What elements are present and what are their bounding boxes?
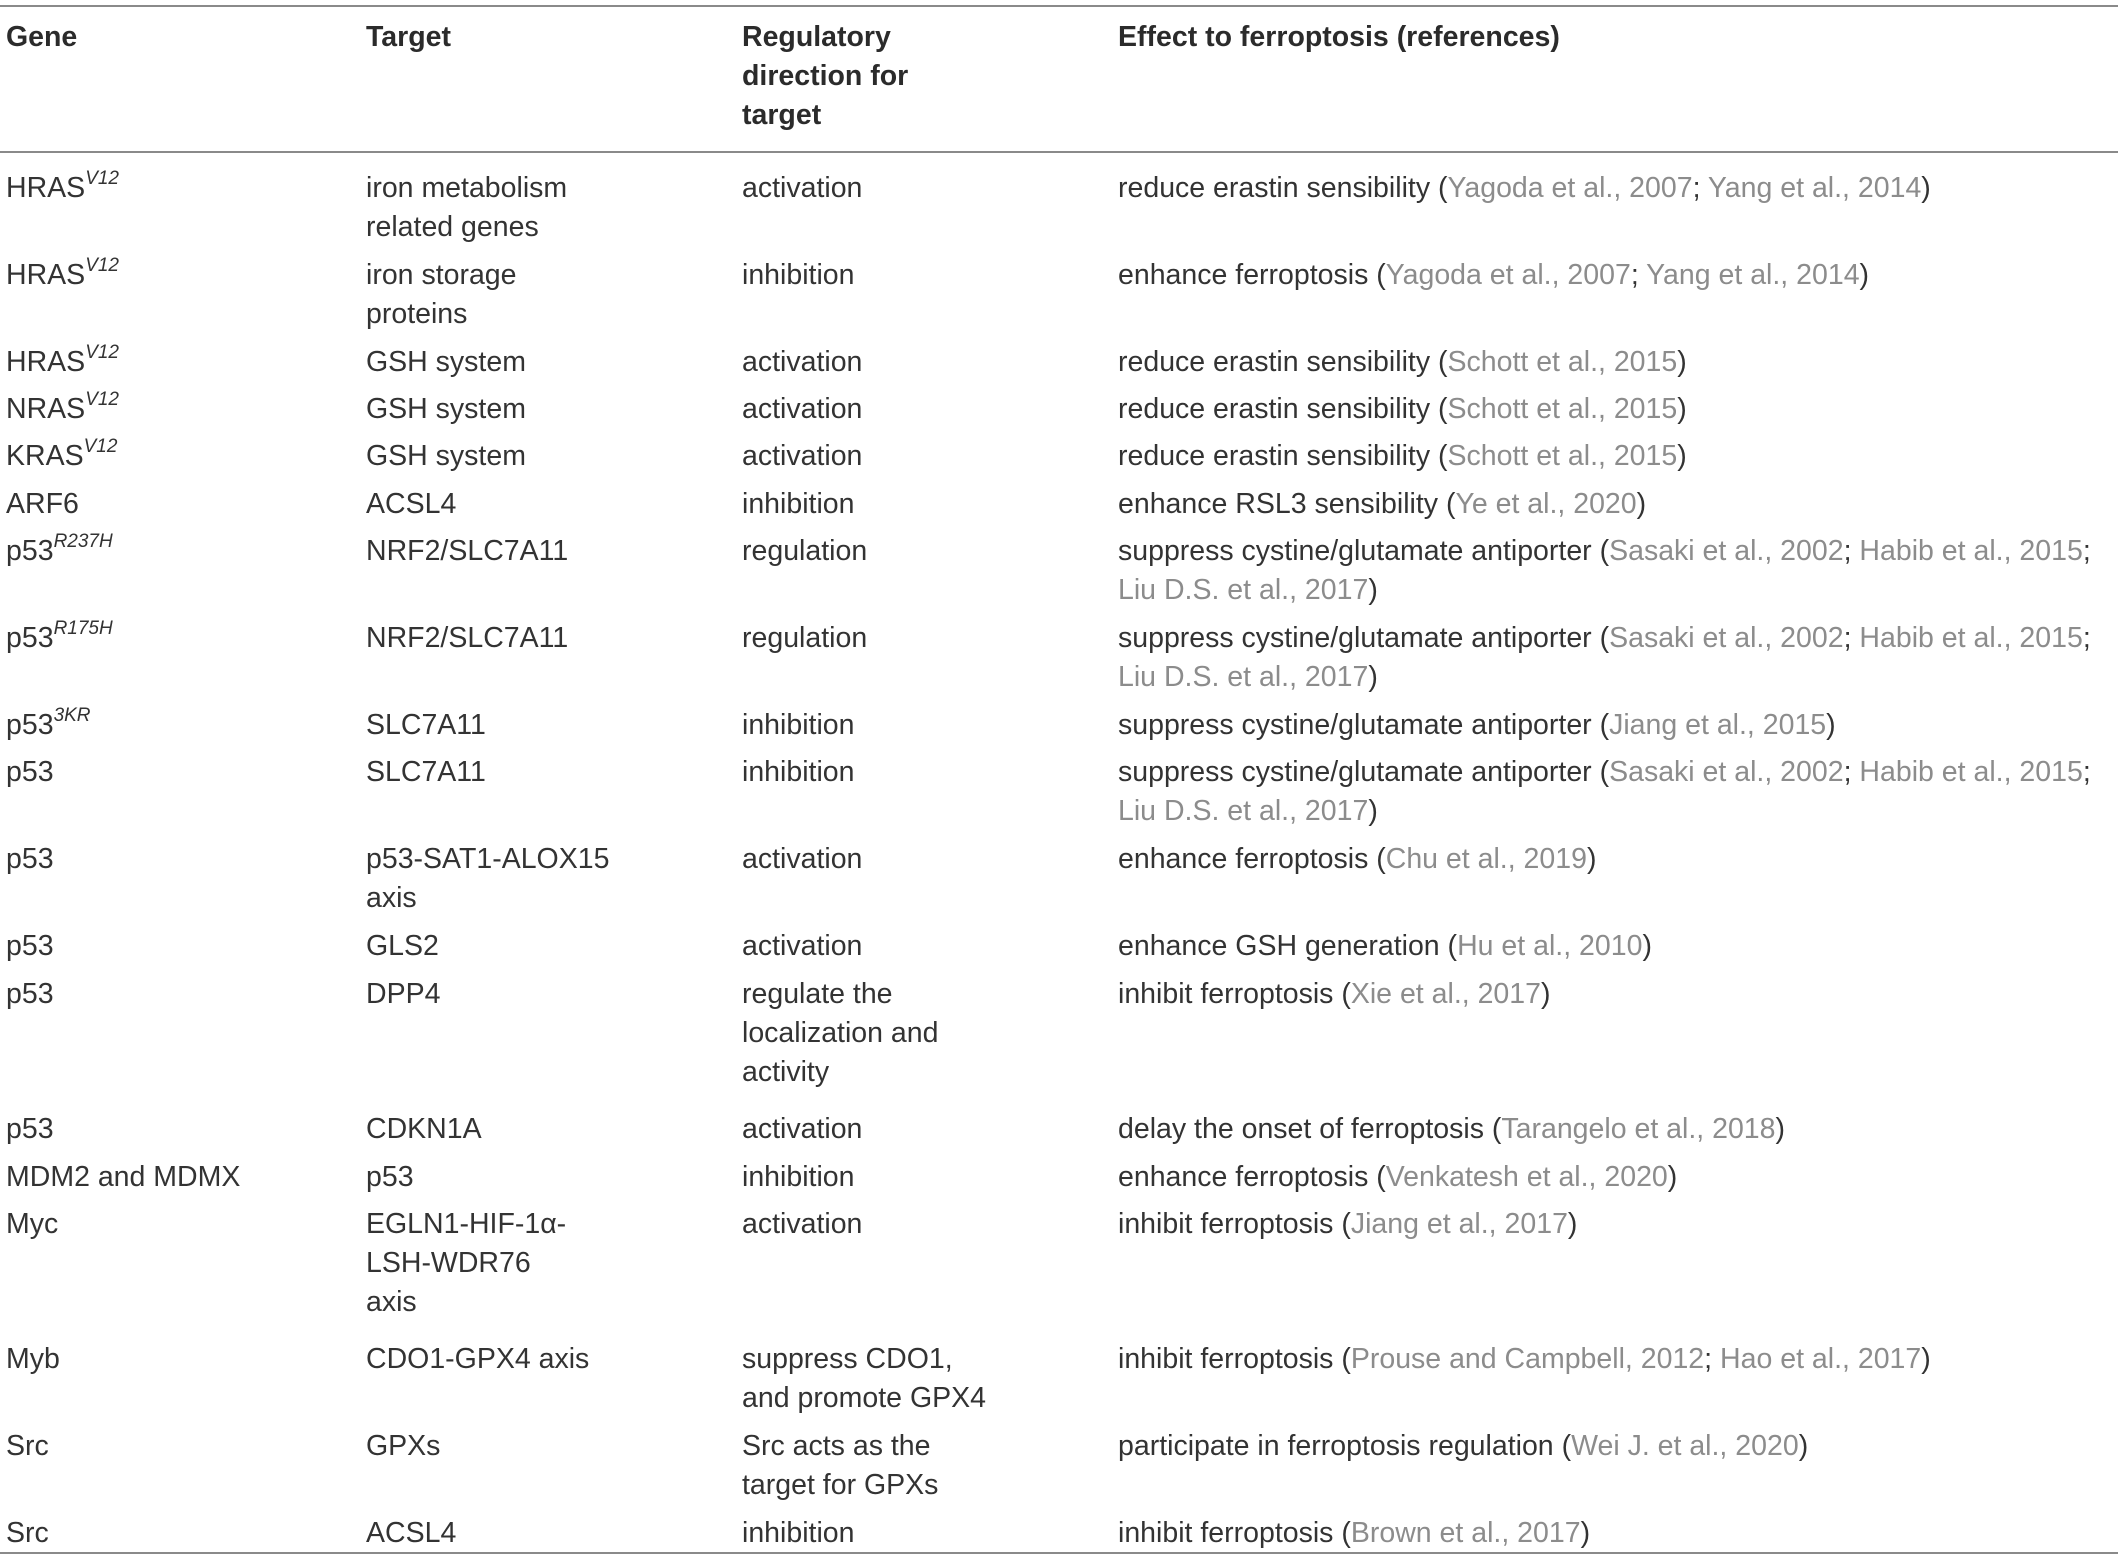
target-line: SLC7A11	[366, 709, 486, 741]
direction-line: target for GPXs	[742, 1469, 939, 1501]
cell-gene	[6, 753, 54, 792]
cell-effect	[1118, 390, 1687, 429]
effect-text: inhibit ferroptosis (	[1118, 1343, 1351, 1375]
gene-name: Myc	[6, 1208, 59, 1240]
reference-citation: Hao et al., 2017	[1720, 1343, 1922, 1375]
effect-text: )	[1580, 1517, 1591, 1549]
cell-gene	[6, 1427, 49, 1466]
effect-line	[1118, 437, 1687, 476]
target-line: GSH system	[366, 393, 526, 425]
gene-name: p53	[6, 1113, 54, 1145]
effect-line	[1118, 1205, 1577, 1244]
effect-text: delay the onset of ferroptosis (	[1118, 1113, 1502, 1145]
reference-citation: Tarangelo et al., 2018	[1501, 1113, 1776, 1145]
cell-direction	[742, 840, 862, 879]
cell-effect	[1118, 1514, 1590, 1553]
direction-line: suppress CDO1,	[742, 1343, 953, 1375]
effect-text: suppress cystine/glutamate antiporter (	[1118, 709, 1610, 741]
gene-name: HRAS	[6, 346, 86, 378]
reference-citation: Sasaki et al., 2002	[1609, 622, 1844, 654]
cell-target	[366, 437, 526, 476]
reference-citation: Liu D.S. et al., 2017	[1118, 795, 1369, 827]
target-line: GSH system	[366, 346, 526, 378]
cell-effect	[1118, 1340, 1931, 1379]
reference-citation: Venkatesh et al., 2020	[1385, 1161, 1668, 1193]
target-line: p53-SAT1-ALOX15	[366, 843, 610, 875]
effect-text: inhibit ferroptosis (	[1118, 978, 1351, 1010]
effect-text: suppress cystine/glutamate antiporter (	[1118, 535, 1610, 567]
cell-direction	[742, 753, 855, 792]
effect-text: )	[1677, 440, 1687, 472]
target-line: NRF2/SLC7A11	[366, 622, 569, 654]
cell-direction	[742, 1340, 986, 1418]
gene-name: HRAS	[6, 172, 86, 204]
cell-target	[366, 927, 439, 966]
effect-line	[1118, 1514, 1590, 1553]
target-line: axis	[366, 882, 417, 914]
cell-direction	[742, 619, 867, 658]
effect-text: reduce erastin sensibility (	[1118, 346, 1448, 378]
effect-text: ;	[2082, 756, 2091, 788]
header-direction-line: Regulatory	[742, 21, 891, 53]
cell-gene	[6, 343, 119, 382]
cell-direction	[742, 1158, 855, 1197]
reference-citation: Yang et al., 2014	[1707, 172, 1922, 204]
target-line: ACSL4	[366, 488, 457, 520]
reference-citation: Ye et al., 2020	[1455, 488, 1637, 520]
effect-text: ;	[1704, 1343, 1721, 1375]
gene-variant-superscript: R237H	[53, 531, 113, 552]
effect-line	[1118, 1110, 1785, 1149]
cell-direction	[742, 975, 938, 1092]
effect-line	[1118, 753, 2091, 792]
effect-text: ;	[1692, 172, 1708, 204]
header-direction-line: target	[742, 99, 822, 131]
direction-line: activation	[742, 1208, 863, 1240]
effect-line	[1118, 169, 1931, 208]
cell-direction	[742, 1427, 938, 1505]
direction-line: and promote GPX4	[742, 1382, 986, 1414]
cell-gene	[6, 706, 91, 745]
effect-text: ;	[1843, 535, 1860, 567]
cell-direction	[742, 927, 862, 966]
effect-text: )	[1775, 1113, 1785, 1145]
target-line: EGLN1-HIF-1α-	[366, 1208, 567, 1240]
cell-effect	[1118, 343, 1687, 382]
effect-line	[1118, 975, 1550, 1014]
effect-text: enhance GSH generation (	[1118, 930, 1458, 962]
cell-gene	[6, 169, 119, 208]
reference-citation: Sasaki et al., 2002	[1609, 535, 1844, 567]
effect-text: reduce erastin sensibility (	[1118, 172, 1448, 204]
direction-line: inhibition	[742, 1161, 855, 1193]
cell-gene	[6, 256, 119, 295]
cell-effect	[1118, 840, 1596, 879]
gene-name: KRAS	[6, 440, 84, 472]
gene-name: ARF6	[6, 488, 79, 520]
cell-gene	[6, 975, 54, 1014]
effect-line	[1118, 1158, 1677, 1197]
effect-text: )	[1921, 172, 1931, 204]
cell-effect	[1118, 485, 1646, 524]
gene-variant-superscript: R175H	[53, 618, 113, 639]
effect-line	[1118, 658, 2091, 697]
cell-direction	[742, 343, 862, 382]
cell-gene	[6, 1110, 54, 1149]
effect-line	[1118, 706, 1836, 745]
effect-line	[1118, 256, 1869, 295]
direction-line: activation	[742, 930, 863, 962]
direction-line: activation	[742, 393, 863, 425]
effect-text: reduce erastin sensibility (	[1118, 393, 1448, 425]
gene-variant-superscript: 3KR	[53, 705, 91, 726]
effect-text: )	[1368, 574, 1378, 606]
effect-line	[1118, 619, 2091, 658]
cell-effect	[1118, 1110, 1785, 1149]
cell-target	[366, 706, 486, 745]
effect-text: enhance ferroptosis (	[1118, 259, 1386, 291]
gene-variant-superscript: V12	[85, 255, 119, 276]
cell-direction	[742, 706, 855, 745]
gene-variant-superscript: V12	[85, 168, 119, 189]
effect-text: )	[1826, 709, 1836, 741]
reference-citation: Habib et al., 2015	[1859, 622, 2083, 654]
direction-line: inhibition	[742, 488, 855, 520]
gene-name: MDM2 and MDMX	[6, 1161, 241, 1193]
direction-line: regulation	[742, 622, 868, 654]
cell-direction	[742, 390, 862, 429]
cell-effect	[1118, 169, 1931, 208]
direction-line: activation	[742, 1113, 863, 1145]
effect-line	[1118, 485, 1646, 524]
cell-target	[366, 1427, 440, 1466]
gene-variant-superscript: V12	[85, 389, 119, 410]
reference-citation: Habib et al., 2015	[1859, 756, 2083, 788]
reference-citation: Schott et al., 2015	[1447, 393, 1678, 425]
gene-name: p53	[6, 535, 54, 567]
cell-target	[366, 256, 517, 334]
reference-citation: Liu D.S. et al., 2017	[1118, 661, 1369, 693]
cell-gene	[6, 1205, 58, 1244]
gene-name: Src	[6, 1517, 49, 1549]
cell-target	[366, 975, 440, 1014]
target-line: CDKN1A	[366, 1113, 482, 1145]
target-line: related genes	[366, 211, 539, 243]
direction-line: inhibition	[742, 756, 855, 788]
effect-text: suppress cystine/glutamate antiporter (	[1118, 622, 1610, 654]
reference-citation: Schott et al., 2015	[1447, 440, 1678, 472]
reference-citation: Schott et al., 2015	[1447, 346, 1678, 378]
cell-direction	[742, 1110, 862, 1149]
header-direction-line: direction for	[742, 60, 909, 92]
direction-line: inhibition	[742, 259, 855, 291]
cell-effect	[1118, 753, 2091, 831]
gene-name: p53	[6, 843, 54, 875]
target-line: iron metabolism	[366, 172, 568, 204]
gene-name: p53	[6, 978, 54, 1010]
reference-citation: Jiang et al., 2015	[1609, 709, 1827, 741]
cell-direction	[742, 169, 862, 208]
cell-target	[366, 1514, 456, 1553]
effect-text: participate in ferroptosis regulation (	[1118, 1430, 1572, 1462]
cell-target	[366, 485, 456, 524]
effect-text: )	[1636, 488, 1647, 520]
direction-line: activation	[742, 440, 863, 472]
cell-direction	[742, 1205, 862, 1244]
effect-text: )	[1586, 843, 1597, 875]
effect-line	[1118, 792, 2091, 831]
effect-text: suppress cystine/glutamate antiporter (	[1118, 756, 1610, 788]
cell-target	[366, 1340, 589, 1379]
header-direction	[742, 18, 908, 135]
effect-text: )	[1677, 346, 1687, 378]
target-line: GPXs	[366, 1430, 441, 1462]
direction-line: activation	[742, 346, 863, 378]
reference-citation: Jiang et al., 2017	[1350, 1208, 1568, 1240]
cell-gene	[6, 485, 79, 524]
reference-citation: Chu et al., 2019	[1385, 843, 1587, 875]
gene-name: HRAS	[6, 259, 86, 291]
reference-citation: Yagoda et al., 2007	[1385, 259, 1631, 291]
direction-line: inhibition	[742, 1517, 855, 1549]
reference-citation: Yagoda et al., 2007	[1447, 172, 1693, 204]
effect-text: ;	[1843, 756, 1860, 788]
direction-line: localization and	[742, 1017, 939, 1049]
effect-text: ;	[1843, 622, 1860, 654]
gene-name: Myb	[6, 1343, 60, 1375]
cell-effect	[1118, 437, 1687, 476]
cell-effect	[1118, 975, 1550, 1014]
cell-direction	[742, 1514, 855, 1553]
effect-text: ;	[2082, 622, 2091, 654]
direction-line: activation	[742, 172, 863, 204]
cell-target	[366, 390, 526, 429]
cell-effect	[1118, 619, 2091, 697]
target-line: CDO1-GPX4 axis	[366, 1343, 590, 1375]
target-line: p53	[366, 1161, 414, 1193]
cell-effect	[1118, 1205, 1577, 1244]
target-line: SLC7A11	[366, 756, 486, 788]
cell-direction	[742, 485, 855, 524]
cell-direction	[742, 532, 867, 571]
table-top-rule	[0, 5, 2118, 7]
gene-variant-superscript: V12	[85, 342, 119, 363]
effect-text: enhance RSL3 sensibility (	[1118, 488, 1456, 520]
gene-name: p53	[6, 930, 54, 962]
reference-citation: Hu et al., 2010	[1457, 930, 1643, 962]
effect-text: inhibit ferroptosis (	[1118, 1517, 1351, 1549]
cell-gene	[6, 927, 54, 966]
effect-line	[1118, 1340, 1931, 1379]
direction-line: activity	[742, 1056, 830, 1088]
reference-citation: Sasaki et al., 2002	[1609, 756, 1844, 788]
effect-text: )	[1567, 1208, 1578, 1240]
reference-citation: Habib et al., 2015	[1859, 535, 2083, 567]
cell-gene	[6, 840, 54, 879]
cell-gene	[6, 390, 119, 429]
effect-text: )	[1677, 393, 1687, 425]
target-line: DPP4	[366, 978, 441, 1010]
effect-text: inhibit ferroptosis (	[1118, 1208, 1351, 1240]
effect-text: )	[1798, 1430, 1809, 1462]
cell-direction	[742, 437, 862, 476]
cell-gene	[6, 1340, 60, 1379]
effect-line	[1118, 571, 2091, 610]
reference-citation: Xie et al., 2017	[1350, 978, 1541, 1010]
cell-target	[366, 1158, 414, 1197]
reference-citation: Liu D.S. et al., 2017	[1118, 574, 1369, 606]
direction-line: regulate the	[742, 978, 893, 1010]
effect-text: )	[1540, 978, 1551, 1010]
gene-name: p53	[6, 756, 54, 788]
reference-citation: Brown et al., 2017	[1350, 1517, 1581, 1549]
effect-text: enhance ferroptosis (	[1118, 843, 1386, 875]
effect-line	[1118, 1427, 1808, 1466]
effect-line	[1118, 927, 1652, 966]
target-line: axis	[366, 1286, 417, 1318]
reference-citation: Prouse and Campbell, 2012	[1350, 1343, 1705, 1375]
direction-line: regulation	[742, 535, 868, 567]
target-line: GSH system	[366, 440, 526, 472]
direction-line: Src acts as the	[742, 1430, 931, 1462]
cell-target	[366, 169, 567, 247]
effect-line	[1118, 532, 2091, 571]
cell-gene	[6, 619, 113, 658]
direction-line: inhibition	[742, 709, 855, 741]
cell-effect	[1118, 706, 1836, 745]
cell-gene	[6, 437, 117, 476]
effect-text: )	[1368, 661, 1378, 693]
target-line: proteins	[366, 298, 468, 330]
effect-text: ;	[1630, 259, 1647, 291]
effect-text: ;	[2082, 535, 2091, 567]
target-line: GLS2	[366, 930, 439, 962]
target-line: ACSL4	[366, 1517, 457, 1549]
table-bottom-rule	[0, 1552, 2118, 1554]
header-effect: Effect to ferroptosis (references)	[1118, 21, 1560, 53]
effect-text: reduce erastin sensibility (	[1118, 440, 1448, 472]
cell-effect	[1118, 256, 1869, 295]
gene-variant-superscript: V12	[83, 436, 118, 457]
effect-text: )	[1368, 795, 1378, 827]
gene-name: p53	[6, 622, 54, 654]
cell-effect	[1118, 1158, 1677, 1197]
effect-text: enhance ferroptosis (	[1118, 1161, 1386, 1193]
cell-target	[366, 840, 609, 918]
target-line: LSH-WDR76	[366, 1247, 531, 1279]
target-line: iron storage	[366, 259, 517, 291]
cell-target	[366, 532, 568, 571]
cell-effect	[1118, 927, 1652, 966]
cell-target	[366, 1205, 566, 1322]
effect-text: )	[1642, 930, 1652, 962]
target-line: NRF2/SLC7A11	[366, 535, 569, 567]
effect-line	[1118, 390, 1687, 429]
cell-target	[366, 619, 568, 658]
gene-name: p53	[6, 709, 54, 741]
gene-name: Src	[6, 1430, 49, 1462]
cell-effect	[1118, 1427, 1808, 1466]
cell-gene	[6, 1514, 49, 1553]
cell-direction	[742, 256, 855, 295]
header-gene: Gene	[6, 21, 78, 53]
header-bottom-rule	[0, 151, 2118, 153]
cell-target	[366, 753, 486, 792]
cell-gene	[6, 532, 113, 571]
effect-text: )	[1921, 1343, 1931, 1375]
effect-line	[1118, 343, 1687, 382]
cell-effect	[1118, 532, 2091, 610]
effect-text: )	[1859, 259, 1870, 291]
cell-target	[366, 343, 526, 382]
header-target: Target	[366, 21, 451, 53]
effect-line	[1118, 840, 1596, 879]
reference-citation: Yang et al., 2014	[1646, 259, 1860, 291]
effect-text: )	[1667, 1161, 1678, 1193]
reference-citation: Wei J. et al., 2020	[1571, 1430, 1799, 1462]
cell-gene	[6, 1158, 240, 1197]
cell-target	[366, 1110, 482, 1149]
direction-line: activation	[742, 843, 863, 875]
gene-name: NRAS	[6, 393, 86, 425]
